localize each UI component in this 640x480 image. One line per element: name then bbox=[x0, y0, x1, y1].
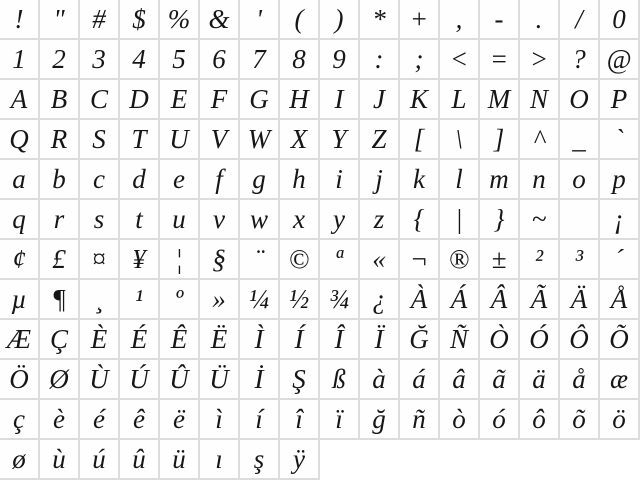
glyph-cell[interactable]: µ bbox=[0, 280, 40, 320]
glyph-cell[interactable]: ñ bbox=[400, 400, 440, 440]
glyph-cell[interactable]: F bbox=[200, 80, 240, 120]
glyph-cell[interactable]: g bbox=[240, 160, 280, 200]
glyph-cell[interactable]: R bbox=[40, 120, 80, 160]
glyph-cell[interactable]: ² bbox=[520, 240, 560, 280]
glyph-cell[interactable]: a bbox=[0, 160, 40, 200]
glyph-cell[interactable]: ù bbox=[40, 440, 80, 480]
glyph-cell[interactable]: ? bbox=[560, 40, 600, 80]
glyph-cell[interactable]: Ç bbox=[40, 320, 80, 360]
glyph-cell[interactable]: Ã bbox=[520, 280, 560, 320]
glyph-cell[interactable]: $ bbox=[120, 0, 160, 40]
glyph-cell[interactable]: Ğ bbox=[400, 320, 440, 360]
glyph-cell[interactable]: D bbox=[120, 80, 160, 120]
glyph-cell[interactable]: Ù bbox=[80, 360, 120, 400]
glyph-cell[interactable]: : bbox=[360, 40, 400, 80]
glyph-cell[interactable]: < bbox=[440, 40, 480, 80]
glyph-cell[interactable]: ¥ bbox=[120, 240, 160, 280]
glyph-cell[interactable]: ~ bbox=[520, 200, 560, 240]
glyph-cell[interactable]: 3 bbox=[80, 40, 120, 80]
glyph-cell[interactable]: . bbox=[520, 0, 560, 40]
glyph-cell[interactable]: - bbox=[480, 0, 520, 40]
glyph-cell[interactable]: / bbox=[560, 0, 600, 40]
glyph-cell[interactable]: H bbox=[280, 80, 320, 120]
glyph-cell[interactable]: ¡ bbox=[600, 200, 640, 240]
glyph-cell[interactable]: Ò bbox=[480, 320, 520, 360]
glyph-cell[interactable]: y bbox=[320, 200, 360, 240]
glyph-cell[interactable]: E bbox=[160, 80, 200, 120]
glyph-cell[interactable]: Å bbox=[600, 280, 640, 320]
glyph-cell[interactable]: Õ bbox=[600, 320, 640, 360]
glyph-cell[interactable]: @ bbox=[600, 40, 640, 80]
glyph-cell[interactable]: ú bbox=[80, 440, 120, 480]
glyph-cell[interactable]: ê bbox=[120, 400, 160, 440]
glyph-cell[interactable]: « bbox=[360, 240, 400, 280]
glyph-cell[interactable]: § bbox=[200, 240, 240, 280]
glyph-cell[interactable]: ^ bbox=[520, 120, 560, 160]
glyph-cell[interactable]: z bbox=[360, 200, 400, 240]
glyph-cell[interactable]: b bbox=[40, 160, 80, 200]
glyph-cell[interactable]: ] bbox=[480, 120, 520, 160]
glyph-cell[interactable]: ÿ bbox=[280, 440, 320, 480]
glyph-cell[interactable]: x bbox=[280, 200, 320, 240]
glyph-cell[interactable]: ¦ bbox=[160, 240, 200, 280]
glyph-cell[interactable]: 2 bbox=[40, 40, 80, 80]
empty-area bbox=[360, 440, 400, 480]
glyph-cell[interactable]: 5 bbox=[160, 40, 200, 80]
glyph-cell[interactable]: s bbox=[80, 200, 120, 240]
glyph-cell[interactable]: ± bbox=[480, 240, 520, 280]
glyph-cell[interactable] bbox=[560, 200, 600, 240]
glyph-cell[interactable]: ¢ bbox=[0, 240, 40, 280]
glyph-cell[interactable]: İ bbox=[240, 360, 280, 400]
glyph-cell[interactable]: O bbox=[560, 80, 600, 120]
glyph-cell[interactable]: Á bbox=[440, 280, 480, 320]
glyph-cell[interactable]: Ş bbox=[280, 360, 320, 400]
glyph-cell[interactable]: u bbox=[160, 200, 200, 240]
glyph-cell[interactable]: ) bbox=[320, 0, 360, 40]
glyph-cell[interactable]: ¸ bbox=[80, 280, 120, 320]
glyph-cell[interactable]: [ bbox=[400, 120, 440, 160]
glyph-cell[interactable]: Ü bbox=[200, 360, 240, 400]
glyph-cell[interactable]: \ bbox=[440, 120, 480, 160]
glyph-cell[interactable]: ` bbox=[600, 120, 640, 160]
glyph-cell[interactable]: " bbox=[40, 0, 80, 40]
glyph-cell[interactable]: o bbox=[560, 160, 600, 200]
glyph-cell[interactable]: M bbox=[480, 80, 520, 120]
glyph-cell[interactable]: k bbox=[400, 160, 440, 200]
glyph-cell[interactable]: 8 bbox=[280, 40, 320, 80]
glyph-cell[interactable]: ¶ bbox=[40, 280, 80, 320]
glyph-cell[interactable]: å bbox=[560, 360, 600, 400]
glyph-cell[interactable]: ¹ bbox=[120, 280, 160, 320]
glyph-cell[interactable]: U bbox=[160, 120, 200, 160]
glyph-cell[interactable]: V bbox=[200, 120, 240, 160]
glyph-cell[interactable]: © bbox=[280, 240, 320, 280]
glyph-cell[interactable]: Q bbox=[0, 120, 40, 160]
glyph-cell[interactable]: v bbox=[200, 200, 240, 240]
glyph-cell[interactable]: 1 bbox=[0, 40, 40, 80]
glyph-cell[interactable]: m bbox=[480, 160, 520, 200]
glyph-cell[interactable]: ç bbox=[0, 400, 40, 440]
empty-area bbox=[440, 440, 480, 480]
glyph-cell[interactable]: Ó bbox=[520, 320, 560, 360]
glyph-cell[interactable]: j bbox=[360, 160, 400, 200]
glyph-cell[interactable]: õ bbox=[560, 400, 600, 440]
glyph-cell[interactable]: Û bbox=[160, 360, 200, 400]
glyph-cell[interactable]: û bbox=[120, 440, 160, 480]
glyph-cell[interactable]: 0 bbox=[600, 0, 640, 40]
glyph-cell[interactable]: K bbox=[400, 80, 440, 120]
glyph-cell[interactable]: A bbox=[0, 80, 40, 120]
glyph-cell[interactable]: ş bbox=[240, 440, 280, 480]
empty-area bbox=[320, 440, 360, 480]
glyph-cell[interactable]: t bbox=[120, 200, 160, 240]
glyph-cell[interactable]: ã bbox=[480, 360, 520, 400]
glyph-cell[interactable]: ¨ bbox=[240, 240, 280, 280]
glyph-cell[interactable]: n bbox=[520, 160, 560, 200]
glyph-cell[interactable]: h bbox=[280, 160, 320, 200]
glyph-cell[interactable]: ; bbox=[400, 40, 440, 80]
glyph-cell[interactable]: á bbox=[400, 360, 440, 400]
glyph-cell[interactable]: à bbox=[360, 360, 400, 400]
glyph-cell[interactable]: ³ bbox=[560, 240, 600, 280]
glyph-cell[interactable]: ' bbox=[240, 0, 280, 40]
glyph-cell[interactable]: Ë bbox=[200, 320, 240, 360]
glyph-cell[interactable]: Í bbox=[280, 320, 320, 360]
glyph-cell[interactable]: G bbox=[240, 80, 280, 120]
glyph-cell[interactable]: Ñ bbox=[440, 320, 480, 360]
glyph-cell[interactable]: ¿ bbox=[360, 280, 400, 320]
glyph-cell[interactable]: Ä bbox=[560, 280, 600, 320]
glyph-cell[interactable]: ò bbox=[440, 400, 480, 440]
glyph-cell[interactable]: ı bbox=[200, 440, 240, 480]
glyph-cell[interactable]: ® bbox=[440, 240, 480, 280]
glyph-cell[interactable]: Æ bbox=[0, 320, 40, 360]
glyph-cell[interactable]: B bbox=[40, 80, 80, 120]
glyph-cell[interactable]: Î bbox=[320, 320, 360, 360]
glyph-cell[interactable]: ó bbox=[480, 400, 520, 440]
glyph-cell[interactable]: 9 bbox=[320, 40, 360, 80]
glyph-cell[interactable]: ô bbox=[520, 400, 560, 440]
glyph-cell[interactable]: Ø bbox=[40, 360, 80, 400]
glyph-cell[interactable]: ï bbox=[320, 400, 360, 440]
glyph-cell[interactable]: Ö bbox=[0, 360, 40, 400]
glyph-cell[interactable]: ì bbox=[200, 400, 240, 440]
glyph-cell[interactable]: = bbox=[480, 40, 520, 80]
glyph-cell[interactable]: Ú bbox=[120, 360, 160, 400]
glyph-cell[interactable]: > bbox=[520, 40, 560, 80]
glyph-cell[interactable]: d bbox=[120, 160, 160, 200]
glyph-cell[interactable]: ª bbox=[320, 240, 360, 280]
glyph-cell[interactable]: S bbox=[80, 120, 120, 160]
glyph-cell[interactable]: 4 bbox=[120, 40, 160, 80]
glyph-cell[interactable]: Ì bbox=[240, 320, 280, 360]
glyph-cell[interactable]: w bbox=[240, 200, 280, 240]
glyph-cell[interactable]: C bbox=[80, 80, 120, 120]
glyph-cell[interactable]: ü bbox=[160, 440, 200, 480]
glyph-cell[interactable]: P bbox=[600, 80, 640, 120]
glyph-cell[interactable]: _ bbox=[560, 120, 600, 160]
glyph-cell[interactable]: f bbox=[200, 160, 240, 200]
empty-area bbox=[520, 440, 560, 480]
glyph-cell[interactable]: ğ bbox=[360, 400, 400, 440]
glyph-cell[interactable]: 6 bbox=[200, 40, 240, 80]
glyph-cell[interactable]: » bbox=[200, 280, 240, 320]
glyph-cell[interactable]: r bbox=[40, 200, 80, 240]
glyph-cell[interactable]: Ô bbox=[560, 320, 600, 360]
glyph-cell[interactable]: ½ bbox=[280, 280, 320, 320]
glyph-cell[interactable]: * bbox=[360, 0, 400, 40]
glyph-cell[interactable]: í bbox=[240, 400, 280, 440]
glyph-cell[interactable]: ! bbox=[0, 0, 40, 40]
glyph-cell[interactable]: ¤ bbox=[80, 240, 120, 280]
empty-area bbox=[480, 440, 520, 480]
glyph-cell[interactable]: Ê bbox=[160, 320, 200, 360]
glyph-cell[interactable]: T bbox=[120, 120, 160, 160]
glyph-cell[interactable]: e bbox=[160, 160, 200, 200]
glyph-cell[interactable]: J bbox=[360, 80, 400, 120]
glyph-cell[interactable]: W bbox=[240, 120, 280, 160]
glyph-cell[interactable]: % bbox=[160, 0, 200, 40]
glyph-cell[interactable]: È bbox=[80, 320, 120, 360]
glyph-cell[interactable]: I bbox=[320, 80, 360, 120]
glyph-cell[interactable]: ( bbox=[280, 0, 320, 40]
glyph-cell[interactable]: ë bbox=[160, 400, 200, 440]
glyph-cell[interactable]: c bbox=[80, 160, 120, 200]
glyph-cell[interactable]: è bbox=[40, 400, 80, 440]
glyph-cell[interactable]: , bbox=[440, 0, 480, 40]
glyph-cell[interactable]: ¾ bbox=[320, 280, 360, 320]
glyph-cell[interactable]: & bbox=[200, 0, 240, 40]
glyph-cell[interactable]: £ bbox=[40, 240, 80, 280]
glyph-cell[interactable]: X bbox=[280, 120, 320, 160]
glyph-cell[interactable]: { bbox=[400, 200, 440, 240]
glyph-cell[interactable]: p bbox=[600, 160, 640, 200]
glyph-cell[interactable]: ¼ bbox=[240, 280, 280, 320]
empty-area bbox=[400, 440, 440, 480]
glyph-cell[interactable]: î bbox=[280, 400, 320, 440]
glyph-cell[interactable]: q bbox=[0, 200, 40, 240]
glyph-cell[interactable]: ¬ bbox=[400, 240, 440, 280]
glyph-cell[interactable]: ö bbox=[600, 400, 640, 440]
glyph-cell[interactable]: é bbox=[80, 400, 120, 440]
glyph-cell[interactable]: Ï bbox=[360, 320, 400, 360]
glyph-cell[interactable]: } bbox=[480, 200, 520, 240]
glyph-cell[interactable]: # bbox=[80, 0, 120, 40]
glyph-cell[interactable]: ä bbox=[520, 360, 560, 400]
empty-area bbox=[600, 440, 640, 480]
glyph-cell[interactable]: ß bbox=[320, 360, 360, 400]
glyph-cell[interactable]: º bbox=[160, 280, 200, 320]
empty-area bbox=[560, 440, 600, 480]
glyph-cell[interactable]: 7 bbox=[240, 40, 280, 80]
glyph-cell[interactable]: l bbox=[440, 160, 480, 200]
glyph-cell[interactable]: æ bbox=[600, 360, 640, 400]
glyph-cell[interactable]: Â bbox=[480, 280, 520, 320]
glyph-cell[interactable]: â bbox=[440, 360, 480, 400]
glyph-cell[interactable]: ´ bbox=[600, 240, 640, 280]
glyph-cell[interactable]: Y bbox=[320, 120, 360, 160]
glyph-cell[interactable]: ø bbox=[0, 440, 40, 480]
glyph-cell[interactable]: | bbox=[440, 200, 480, 240]
glyph-cell[interactable]: À bbox=[400, 280, 440, 320]
glyph-cell[interactable]: N bbox=[520, 80, 560, 120]
glyph-cell[interactable]: L bbox=[440, 80, 480, 120]
glyph-cell[interactable]: Z bbox=[360, 120, 400, 160]
glyph-cell[interactable]: + bbox=[400, 0, 440, 40]
glyph-cell[interactable]: É bbox=[120, 320, 160, 360]
glyph-cell[interactable]: i bbox=[320, 160, 360, 200]
